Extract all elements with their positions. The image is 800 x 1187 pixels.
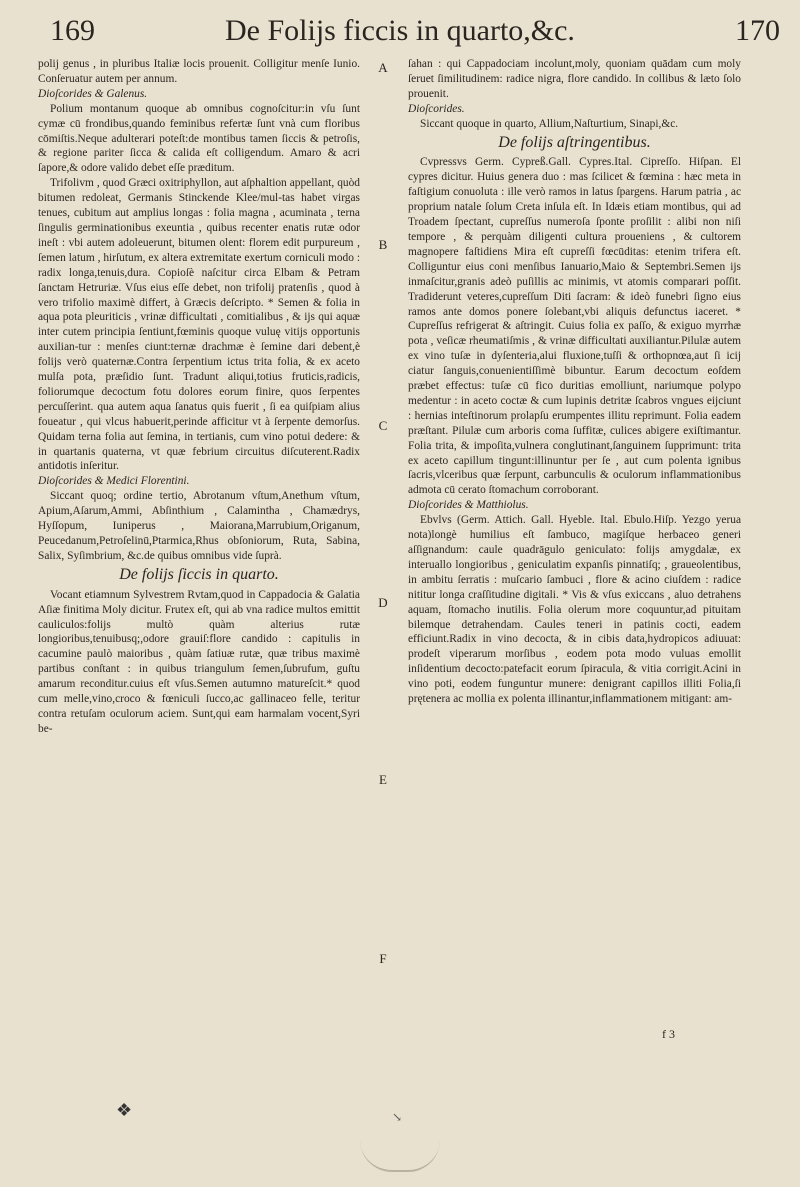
left-page-number: 169 (50, 14, 95, 47)
margin-letter: A (378, 60, 388, 75)
margin-letter: F (379, 951, 387, 966)
paragraph: Vocant etiamnum Sylvestrem Rvtam,quod in Cappadocia & Galatia Aſiæ finitima Moly dicitur. Frutex eſt, qui ab vna radice multos emittit cauliculos:folijs multò quàm alterius rutæ longioribus,tenuibusq;,odore grauiſ:flore candido : capitulis in cacumine paulò maioribus , quàm ſatiuæ rutæ, quæ tribus maximè partibus conſtant : in quibus triangulum ſemen,ſubrufum, guſtu amarum reconditur.cuius eſt vſus.Semen autumno matureſcit.* quod cum melle,vino,croco & fœniculi ſucco,ac gallinaceo felle, teritur contra retuſam oculorum aciem. Sunt,qui eam harmalam vocent,Syri be- (38, 588, 360, 735)
paragraph: Ebvlvs (Germ. Attich. Gall. Hyeble. Ital. Ebulo.Hiſp. Yezgo yerua nota)longè humilius eſt ſambuco, magiſque herbaceo generi aſſignandum: caule quadrāgulo geniculato: folijs amygdalæ, ex interuallo longioribus , geniculatim expanſis pinnatiſq; , graueolentibus, in ambitu ſerratis : muſcario ſambuci , flore & acino ciuſdem : radice nititur longa craſſitudine digitali. * Vis & vſus exiccans , aluo detrahens aquam, ſtomacho inutilis. Folia olerum more coquuntur,ad pituitam bilemque detrahendam. Caules teneri in patinis cocti, eadem efficiunt.Radix in vino decocta, & in cibis data,hydropicos adiuuat: prodeſt viperarum morſibus , eodem pota modo vuluas emollit inſidentium decocto:patefacit eorum ſpiracula, & vitia corrigit.Acini in vino poti, eodem funguntur munere: denigrant capillos illiti Folia,ſi prętenera ac mollia ex polenta illinantur,inflammationem mitigant: am- (408, 514, 741, 706)
paragraph: Siccant quoq; ordine tertio, Abrotanum vſtum,Anethum vſtum, Apium,Aſarum,Ammi, Abſinthium , Calamintha , Chamædrys, Hyſſopum, Iuniperus , Maiorana,Marrubium,Origanum, Peucedanum,Petroſelinū,Ptarmica,Rhus obſoniorum, Ruta, Sabina, Salix, Syſimbrium, &c.de quibus omnibus vide ſuprà. (38, 490, 360, 562)
page-header (0, 14, 800, 58)
signature-mark: f 3 (662, 1027, 675, 1041)
right-page-number: 170 (735, 14, 780, 47)
section-heading: De folijs ſiccis in quarto. (119, 565, 279, 583)
page-edge-shadow (360, 1140, 440, 1172)
margin-letter: C (378, 418, 388, 433)
left-column (38, 57, 360, 737)
paragraph: Cvpressvs Germ. Cypreß.Gall. Cypres.Ital. Cipreſſo. Hiſpan. El cypres dicitur. Huius genera duo : mas ſcilicet & fœmina : hæc meta in faſtigium conuoluta : ille verò ramos in latus ſpargens. Harum patria , ac proprium natale ſolum Creta inſula eſt. In Idæis etiam montibus, qui ad Troadem ſpectant, cupreſſus numeroſa ſponte proſilit : alibi non niſi tempore , & perquàm diligenti cultura proueniens , & cultorem magnopere faſtidiens Mira eſt cupreſſi fœcūditas: etenim trifera eſt. Colliguntur eius coni menſibus Ianuario,Maio & Septembri.Semen ijs inmaſcitur,granis adeò puſillis ac minimis, vt atomis comparari poſſit. Tradiderunt veteres,cupreſſum Diti ſacram: & ideò funebri ſigno eius ramos ante domos ponere ſolebant,vbi aliquis defunctus iaceret. * Cupreſſus refrigerat & aſtringit. Cuius folia ex paſſo, & exiguo myrrhæ pota , veſicæ rheumatiſmis , & vrinæ difficultati auxiliantur.Pilulæ autem ex vino tuſæ in dyſenteria,alui fluxione,tuſſi & orthopnœa,aut ſi icij ciatur ſanguis,conuenientiſſimè bibuntur. Earum decoctum eoſdem præbet effectus: tuſæ cū fico duritias emolliunt, nariumque polypo medentur : in aceto coctæ & cum lupinis detritæ ſcabros vngues eijciunt : hernias inteſtinorum prolapſu erumpentes illitu reprimunt. Folia eadem præſtant. Pilulæ cum arboris coma ſuffitæ, culices abigere exiſtimantur. Folia trita, & impoſita,vulnera conglutinant,ſanguinem ſupprimunt: trita ex aceto capillum tingunt:illinuntur per ſe , aut cum polenta ignibus ſacris,vlceribus quæ ſerpunt, carbunculis & oculorum inflammationibus admota cū cerato ſtomachum corroborant. (408, 156, 741, 497)
fleuron-ornament-icon: ❖ (116, 1100, 133, 1120)
right-column (408, 57, 741, 707)
source-citation: Dioſcorides & Matthiolus. (408, 499, 529, 512)
paragraph: ſahan : qui Cappadociam incolunt,moly, quoniam quādam cum moly ſeruet ſimilitudinem: radice nigra, flore candido. In collibus & læto ſolo prouenit. (408, 58, 741, 100)
paragraph: Polium montanum quoque ab omnibus cognoſcitur:in vſu ſunt cymæ cū frondibus,quando feminibus refertæ ſunt vnà cum floribus cōmiſtis.Neque adulterari poteſt:de montibus tamen ſiccis & petroſis, & regione pariter ſicca & calida eſt colligendum. Amaro & acri ſapore,& odore valido debet eſſe præditum. (38, 102, 360, 175)
ink-mark-icon: ↘ (392, 1110, 403, 1124)
paragraph: polij genus , in pluribus Italiæ locis prouenit. Colligitur menſe Iunio. Conſeruatur autem per annum. (38, 58, 360, 85)
margin-letter: E (379, 772, 387, 787)
margin-letter: B (378, 237, 388, 252)
section-heading: De folijs aſtringentibus. (498, 133, 651, 151)
source-citation: Dioſcorides & Galenus. (38, 87, 148, 100)
paragraph: Trifolivm , quod Græci oxitriphyllon, aut aſphaltion appellant, quòd bitumen redoleat, Germanis Stinckende Klee/mul-tas habet virgas tenues, cubitum aut amplius longas : folia magna , acuminata , terna ſingulis germinationibus exeuntia , quibus recenter enatis rutæ odor ineſt : vbi autem adoleuerunt, bitumen olent: florem edit purpureum , ſemen latum , hirſutum, ex altera extremitate exertum corniculi modo : radix longa,tenuis,dura. Copioſè naſcitur circa Elbam & Petram ſanctam Hetruriæ. Vſus eius eſſe debet, non trifolij pratenſis , quod à vero trifolio maximè differt, à Græcis deſcripto. * Semen & folia in aqua pota pleuriticis , vrinæ difficultati , comitialibus , & ijs qui aquæ inter cutem principia ſentiunt,fœminis quoque vuluę vitijs opportunis auxilian-tur : menſes ciunt:ternæ drachmæ è ſemine dari debent,è folijs verò quaternæ.Contra ſerpentium ictus trita folia, & ex aceto mulſa pota, præſidio ſunt. Tradunt aliqui,totius fruticis,radicis, foliorumque decoctum fotu dolores eorum finire, quos ſerpentes percuſſerint. qua autem aqua ſanatus quis fuerit , ſi ea quiſpiam alius foueatur , qui vlcus habuerit,perinde afficitur vt à ſerpente demorſus. Quidam terna folia aut ſemina, in tertianis, cum vino potui dedere: & in quartanis quaterna, vt quæ febrium circuitus diſcuterent.Radix antidotis inſeritur. (38, 177, 360, 473)
running-title: De Folijs ficcis in quarto,&c. (225, 14, 575, 47)
source-citation: Dioſcorides & Medici Florentini. (38, 475, 190, 488)
margin-letter: D (378, 595, 388, 610)
paragraph: Siccant quoque in quarto, Allium,Naſturtium, Sinapi,&c. (420, 117, 679, 130)
source-citation: Dioſcorides. (408, 102, 465, 115)
